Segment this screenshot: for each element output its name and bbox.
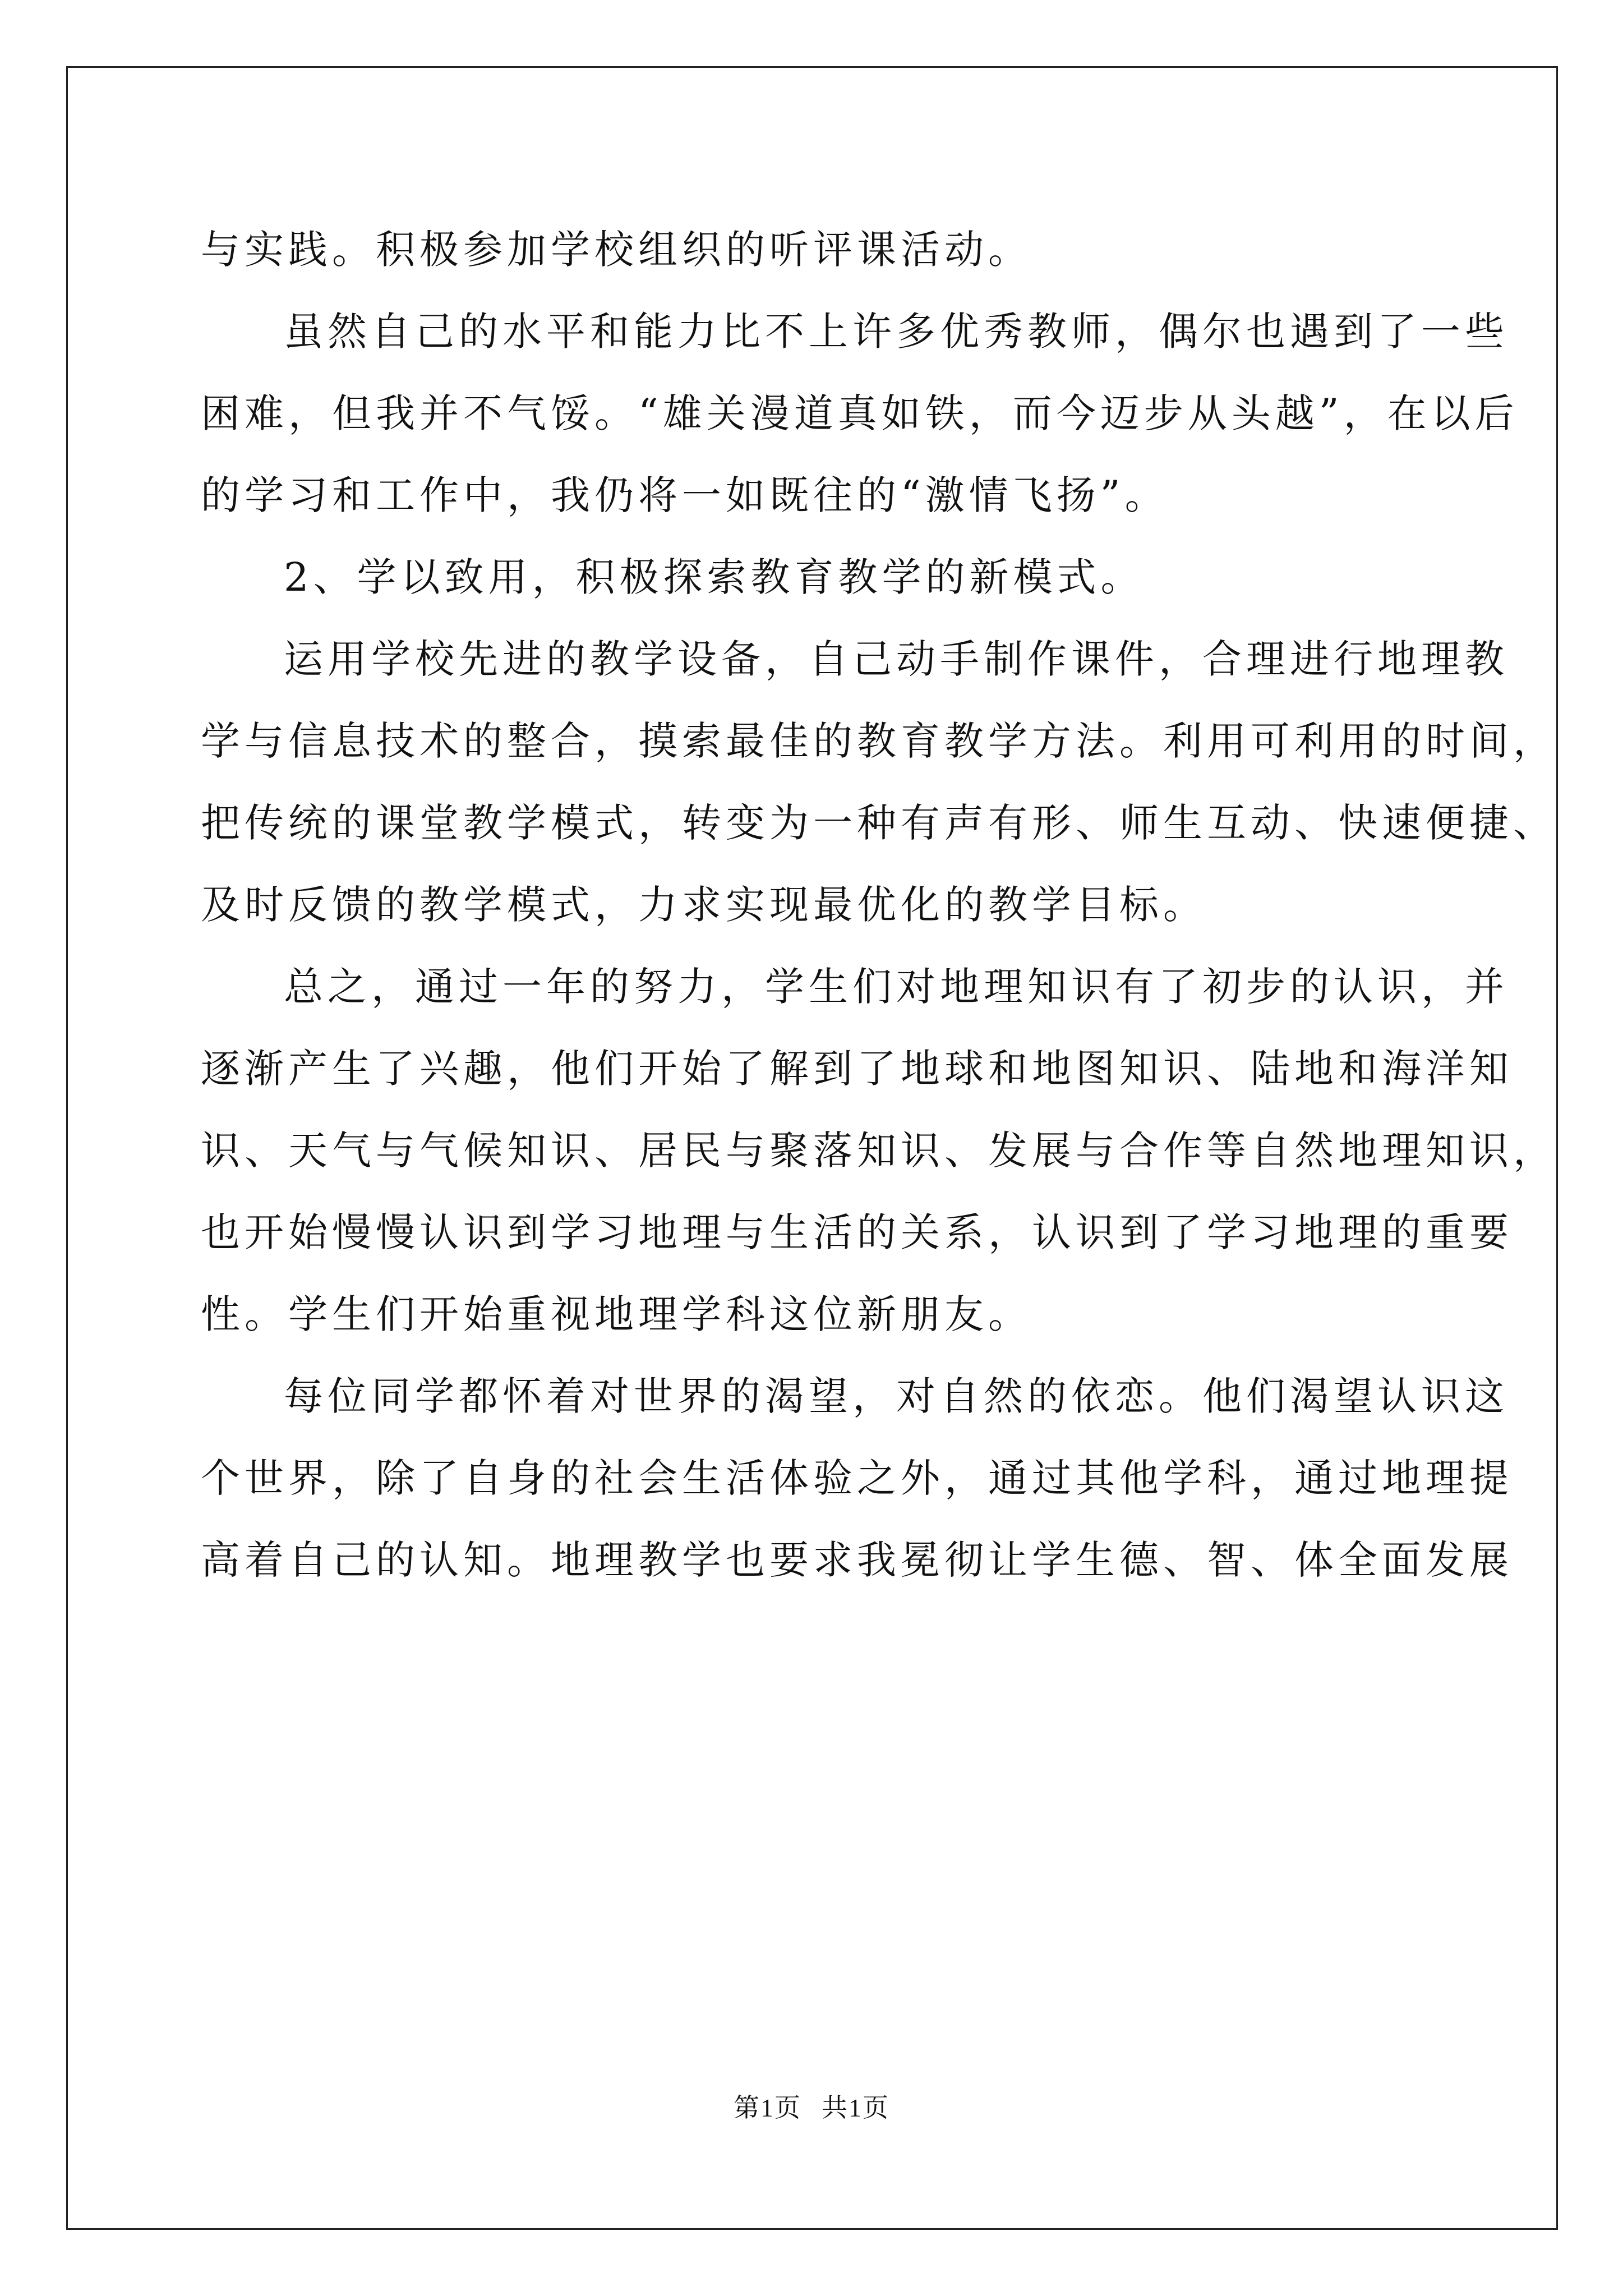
page-footer [0, 2091, 1623, 2125]
text-line: 运用学校先进的教学设备，自己动手制作课件，合理进行地理教 [284, 636, 1509, 682]
text-line: 2、学以致用，积极探索教育教学的新模式。 [284, 554, 1145, 600]
text-line: 学与信息技术的整合，摸索最佳的教育教学方法。利用可利用的时间， [201, 718, 1557, 764]
document-body [201, 209, 1557, 1601]
text-line: 识、天气与气候知识、居民与聚落知识、发展与合作等自然地理知识， [201, 1128, 1557, 1174]
text-line: 性。学生们开始重视地理学科这位新朋友。 [201, 1291, 1032, 1337]
text-line: 及时反馈的教学模式，力求实现最优化的教学目标。 [201, 882, 1207, 928]
page-total: 共1页 [822, 2093, 889, 2122]
text-line: 困难，但我并不气馁。“雄关漫道真如铁，而今迈步从头越”，在以后 [201, 390, 1519, 436]
text-line: 每位同学都怀着对世界的渴望，对自然的依恋。他们渴望认识这 [284, 1373, 1509, 1419]
text-line: 的学习和工作中，我仍将一如既往的“激情飞扬”。 [201, 472, 1169, 518]
text-line: 把传统的课堂教学模式，转变为一种有声有形、师生互动、快速便捷、 [201, 800, 1557, 846]
text-line: 也开始慢慢认识到学习地理与生活的关系，认识到了学习地理的重要 [201, 1209, 1513, 1255]
text-line: 高着自己的认知。地理教学也要求我冕彻让学生德、智、体全面发展 [201, 1537, 1513, 1583]
text-line: 总之，通过一年的努力，学生们对地理知识有了初步的认识，并 [284, 964, 1509, 1010]
text-line: 逐渐产生了兴趣，他们开始了解到了地球和地图知识、陆地和海洋知 [201, 1046, 1513, 1092]
text-line: 个世界，除了自身的社会生活体验之外，通过其他学科，通过地理提 [201, 1455, 1513, 1501]
page-number: 第1页 [734, 2093, 801, 2122]
text-line: 虽然自己的水平和能力比不上许多优秀教师，偶尔也遇到了一些 [284, 309, 1509, 355]
text-line: 与实践。积极参加学校组织的听评课活动。 [201, 227, 1032, 273]
